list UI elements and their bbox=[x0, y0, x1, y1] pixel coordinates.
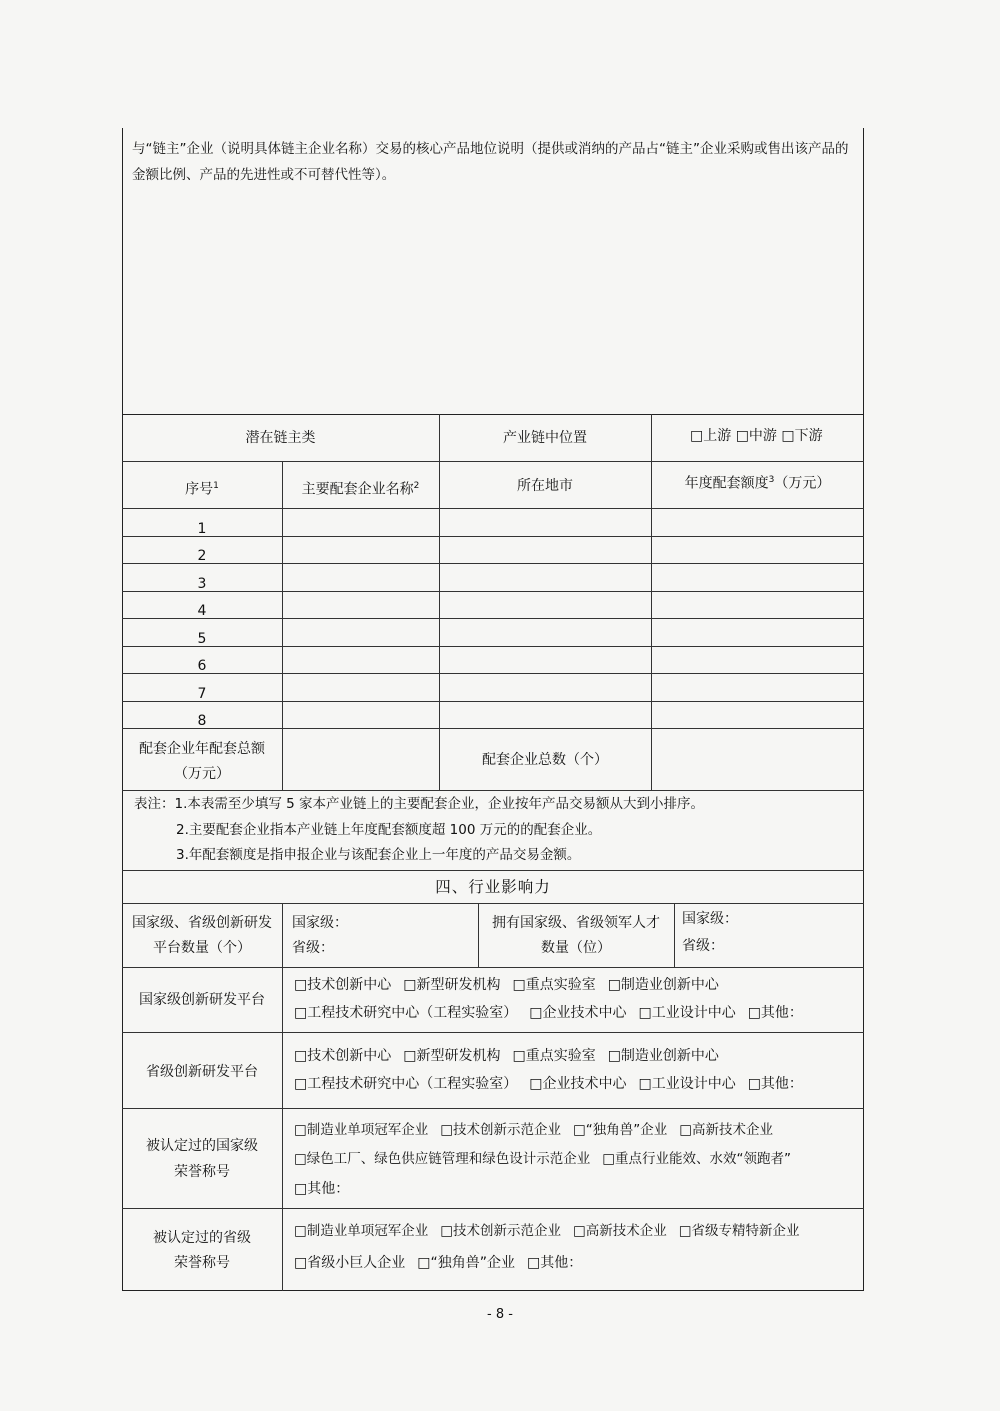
checkbox-option[interactable]: □制造业单项冠军企业 bbox=[294, 1122, 429, 1138]
page-number: - 8 - bbox=[487, 1307, 513, 1322]
seq-header: 序号$^1$ bbox=[185, 481, 219, 498]
rule bbox=[122, 1108, 864, 1109]
provincial-count-field[interactable]: 省级： bbox=[292, 940, 334, 956]
talent-unit: 数量（位） bbox=[541, 940, 611, 956]
checkbox-option[interactable]: □其他： bbox=[747, 1076, 803, 1092]
provincial-honor-options-2 bbox=[294, 1254, 594, 1272]
rule bbox=[478, 903, 479, 967]
checkbox-option[interactable]: □重点行业能效、水效“领跑者” bbox=[602, 1151, 792, 1167]
position-label: 产业链中位置 bbox=[503, 430, 587, 446]
midstream-checkbox[interactable]: □中游 bbox=[735, 428, 777, 444]
checkbox-option[interactable]: □工程技术研究中心（工程实验室） bbox=[294, 1076, 518, 1092]
national-honor-unit: 荣誉称号 bbox=[174, 1164, 230, 1180]
checkbox-option[interactable]: □“独角兽”企业 bbox=[573, 1122, 668, 1138]
checkbox-option[interactable]: □新型研发机构 bbox=[403, 1048, 501, 1064]
row-number: 6 bbox=[197, 658, 207, 674]
national-count-field[interactable]: 国家级： bbox=[292, 915, 348, 931]
provincial-honor-unit: 荣誉称号 bbox=[174, 1255, 230, 1271]
national-platform-label: 国家级创新研发平台 bbox=[139, 992, 265, 1008]
provincial-platform-options-1 bbox=[294, 1047, 731, 1065]
checkbox-option[interactable]: □重点实验室 bbox=[512, 1048, 596, 1064]
rule bbox=[122, 508, 864, 509]
checkbox-option[interactable]: □技术创新中心 bbox=[294, 977, 392, 993]
talent-provincial-field[interactable]: 省级： bbox=[682, 938, 724, 954]
talent-label: 拥有国家级、省级领军人才 bbox=[492, 915, 660, 931]
downstream-checkbox[interactable]: □下游 bbox=[781, 428, 823, 444]
checkbox-option[interactable]: □其他： bbox=[294, 1181, 350, 1197]
platform-count-label: 国家级、省级创新研发 bbox=[132, 915, 272, 931]
rule bbox=[122, 967, 864, 968]
national-platform-options-2 bbox=[294, 1004, 815, 1022]
national-honor-options-3 bbox=[294, 1180, 361, 1198]
checkbox-option[interactable]: □技术创新示范企业 bbox=[440, 1223, 562, 1239]
checkbox-option[interactable]: □省级专精特新企业 bbox=[678, 1223, 800, 1239]
rule bbox=[122, 1208, 864, 1209]
total-amount-label: 配套企业年配套总额 bbox=[139, 741, 265, 757]
row-number: 7 bbox=[197, 686, 207, 702]
checkbox-option[interactable]: □工程技术研究中心（工程实验室） bbox=[294, 1005, 518, 1021]
checkbox-option[interactable]: □企业技术中心 bbox=[529, 1005, 627, 1021]
amount-header: 年度配套额度$^3$（万元） bbox=[684, 475, 831, 492]
provincial-honor-options-1 bbox=[294, 1222, 812, 1240]
category-label: 潜在链主类 bbox=[245, 430, 316, 446]
city-header: 所在地市 bbox=[517, 478, 573, 494]
rule bbox=[282, 461, 283, 790]
row-number: 4 bbox=[197, 603, 207, 619]
provincial-platform-label: 省级创新研发平台 bbox=[146, 1064, 258, 1080]
talent-national-field[interactable]: 国家级： bbox=[682, 911, 738, 927]
core-product-description: 与“链主”企业（说明具体链主企业名称）交易的核心产品地位说明（提供或消纳的产品占“链主”企业采购或售出该产品的金额比例、产品的先进性或不可替代性等）。 bbox=[132, 141, 849, 183]
row-number: 1 bbox=[197, 521, 207, 537]
rule bbox=[122, 870, 864, 871]
rule bbox=[122, 414, 864, 415]
position-options[interactable] bbox=[690, 427, 823, 445]
checkbox-option[interactable]: □制造业单项冠军企业 bbox=[294, 1223, 429, 1239]
checkbox-option[interactable]: □省级小巨人企业 bbox=[294, 1255, 406, 1271]
section-title: 四、行业影响力 bbox=[435, 878, 551, 896]
note-1: 表注：1.本表需至少填写 5 家本产业链上的主要配套企业，企业按年产品交易额从大到小排序。 bbox=[134, 796, 705, 812]
row-number: 3 bbox=[197, 576, 207, 592]
national-honor-label: 被认定过的国家级 bbox=[146, 1138, 258, 1154]
checkbox-option[interactable]: □企业技术中心 bbox=[529, 1076, 627, 1092]
checkbox-option[interactable]: □新型研发机构 bbox=[403, 977, 501, 993]
row-number: 8 bbox=[197, 713, 207, 729]
rule bbox=[122, 790, 864, 791]
checkbox-option[interactable]: □重点实验室 bbox=[512, 977, 596, 993]
checkbox-option[interactable]: □其他： bbox=[526, 1255, 583, 1271]
checkbox-option[interactable]: □绿色工厂、绿色供应链管理和绿色设计示范企业 bbox=[294, 1151, 591, 1167]
provincial-platform-options-2 bbox=[294, 1075, 815, 1093]
rule bbox=[282, 903, 283, 1291]
national-honor-options-2 bbox=[294, 1150, 803, 1168]
row-number: 5 bbox=[197, 631, 207, 647]
checkbox-option[interactable]: □技术创新示范企业 bbox=[440, 1122, 562, 1138]
checkbox-option[interactable]: □制造业创新中心 bbox=[607, 977, 719, 993]
note-2: 2.主要配套企业指本产业链上年度配套额度超 100 万元的的配套企业。 bbox=[176, 822, 602, 838]
provincial-honor-label: 被认定过的省级 bbox=[153, 1230, 251, 1246]
rule bbox=[674, 903, 675, 967]
rule bbox=[122, 461, 864, 462]
upstream-checkbox[interactable]: □上游 bbox=[690, 428, 732, 444]
rule bbox=[122, 1032, 864, 1033]
rule bbox=[122, 903, 864, 904]
platform-count-unit: 平台数量（个） bbox=[153, 940, 251, 956]
checkbox-option[interactable]: □工业设计中心 bbox=[638, 1076, 736, 1092]
checkbox-option[interactable]: □制造业创新中心 bbox=[607, 1048, 719, 1064]
form-frame bbox=[122, 128, 864, 1291]
checkbox-option[interactable]: □高新技术企业 bbox=[573, 1223, 667, 1239]
national-platform-options-1 bbox=[294, 976, 731, 994]
note-3: 3.年配套额度是指申报企业与该配套企业上一年度的产品交易金额。 bbox=[176, 847, 581, 863]
checkbox-option[interactable]: □工业设计中心 bbox=[638, 1005, 736, 1021]
total-count-label: 配套企业总数（个） bbox=[482, 752, 608, 768]
rule bbox=[439, 461, 440, 790]
row-number: 2 bbox=[197, 548, 207, 564]
checkbox-option[interactable]: □技术创新中心 bbox=[294, 1048, 392, 1064]
checkbox-option[interactable]: □高新技术企业 bbox=[679, 1122, 774, 1138]
total-amount-unit: （万元） bbox=[174, 766, 230, 782]
national-honor-options-1 bbox=[294, 1121, 785, 1139]
checkbox-option[interactable]: □其他： bbox=[747, 1005, 803, 1021]
company-header: 主要配套企业名称$^2$ bbox=[301, 481, 420, 498]
checkbox-option[interactable]: □“独角兽”企业 bbox=[417, 1255, 515, 1271]
